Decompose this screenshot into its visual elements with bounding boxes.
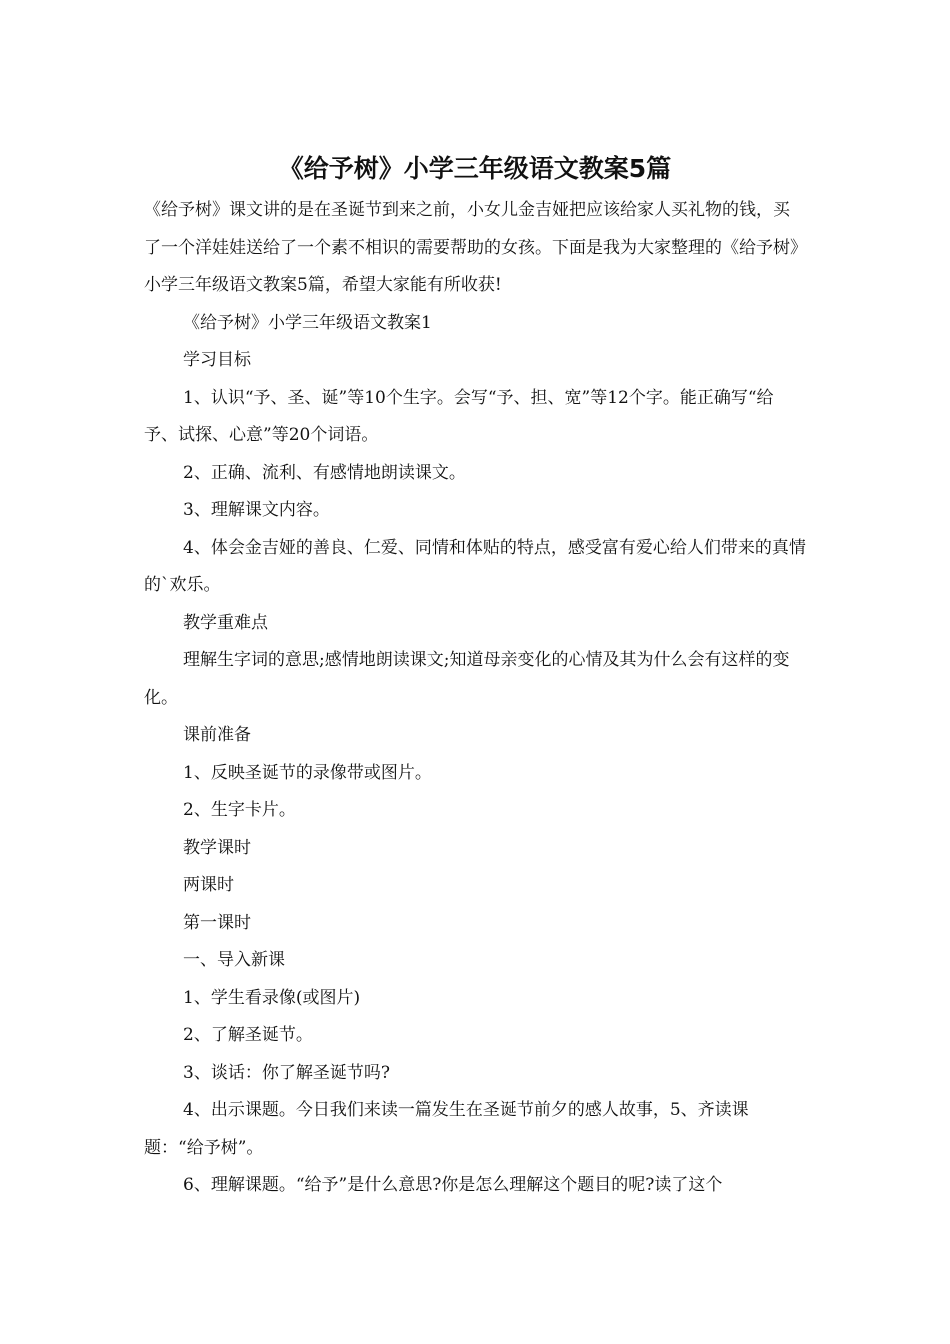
preparation-item: 1、反映圣诞节的录像带或图片。	[183, 762, 432, 783]
goal-item: 3、理解课文内容。	[183, 500, 330, 520]
goal-item: 2、正确、流利、有感情地朗读课文。	[183, 462, 466, 483]
lesson-hours-text: 两课时	[183, 875, 234, 895]
document-body	[144, 192, 806, 1205]
step-item: 4、出示课题。今日我们来读一篇发生在圣诞节前夕的感人故事，5、齐读课题：“给予树”。	[144, 1100, 749, 1158]
step-item: 1、学生看录像(或图片)	[183, 987, 361, 1008]
goal-item: 1、认识“予、圣、诞”等10个生字。会写“予、担、宽”等12个字。能正确写“给予、试探、心意”等20个词语。	[144, 387, 774, 445]
intro-paragraph: 《给予树》课文讲的是在圣诞节到来之前，小女儿金吉娅把应该给家人买礼物的钱，买了一个洋娃娃送给了一个素不相识的需要帮助的女孩。下面是我为大家整理的《给予树》小学三年级语文教案5篇，希望大家能有所收获!	[144, 200, 799, 295]
preparation-item: 2、生字卡片。	[183, 800, 296, 820]
subheading-key-points: 教学重难点	[183, 612, 268, 633]
subheading-preparation: 课前准备	[183, 725, 251, 745]
subheading-learning-goals: 学习目标	[183, 350, 251, 370]
goal-item: 4、体会金吉娅的善良、仁爱、同情和体贴的特点，感受富有爱心给人们带来的真情的`欢乐。	[144, 537, 806, 595]
document-title: 《给予树》小学三年级语文教案5篇	[278, 154, 672, 183]
step-item: 3、谈话：你了解圣诞节吗?	[183, 1062, 390, 1083]
subheading-lesson-hours: 教学课时	[183, 837, 251, 858]
key-points-text: 理解生字词的意思;感情地朗读课文;知道母亲变化的心情及其为什么会有这样的变化。	[144, 650, 790, 708]
step-item: 6、理解课题。“给予”是什么意思?你是怎么理解这个题目的呢?读了这个	[183, 1175, 723, 1195]
section-heading: 《给予树》小学三年级语文教案1	[183, 312, 432, 333]
step-item: 2、了解圣诞节。	[183, 1025, 313, 1045]
subheading-first-lesson: 第一课时	[183, 912, 251, 933]
step-heading: 一、导入新课	[183, 950, 285, 970]
